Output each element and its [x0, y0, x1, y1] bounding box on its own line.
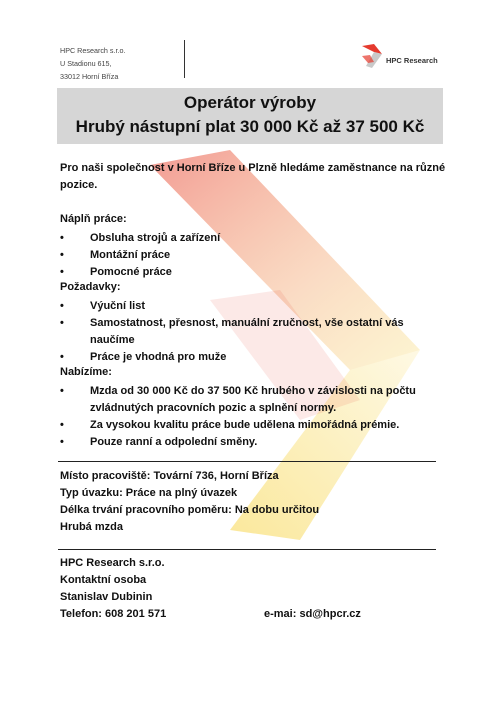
workplace-location: Místo pracoviště: Tovární 736, Horní Bříza	[60, 470, 279, 482]
bullet-icon: •	[60, 266, 64, 278]
contract-type: Typ úvazku: Práce na plný úvazek	[60, 487, 238, 499]
list-item-text: Výuční list	[90, 300, 146, 312]
list-item-text: Montážní práce	[90, 249, 171, 261]
list-item-text: Pouze ranní a odpolední směny.	[90, 436, 258, 448]
address-line: 33012 Horní Bříza	[60, 72, 119, 81]
logo-text: HPC Research	[386, 56, 438, 65]
bullet-icon: •	[60, 436, 64, 448]
list-item-text: Za vysokou kvalitu práce bude udělena mimořádná prémie.	[90, 419, 400, 431]
section-divider	[58, 549, 436, 550]
address-line: U Stadionu 615,	[60, 59, 112, 68]
bullet-icon: •	[60, 249, 64, 261]
contract-duration: Délka trvání pracovního poměru: Na dobu určitou	[60, 504, 320, 516]
list-item-text: Pomocné práce	[90, 266, 172, 278]
intro-text: Pro naši společnost v Horní Bříze u Plzně hledáme zaměstnance na různé pozice.	[60, 162, 446, 192]
contact-person-label: Kontaktní osoba	[60, 574, 147, 586]
bullet-icon: •	[60, 351, 64, 363]
bullet-icon: •	[60, 419, 64, 431]
section-divider	[58, 461, 436, 462]
header-divider	[184, 40, 185, 78]
list-item-text: Práce je vhodná pro muže	[90, 351, 227, 363]
contact-phone: Telefon: 608 201 571	[60, 608, 167, 620]
bullet-icon: •	[60, 385, 64, 397]
list-item-text: Samostatnost, přesnost, manuální zručnost, vše ostatní vás naučíme	[90, 317, 404, 347]
salary-headline: Hrubý nástupní plat 30 000 Kč až 37 500 Kč	[75, 117, 425, 136]
list-item-text: Mzda od 30 000 Kč do 37 500 Kč hrubého v závislosti na počtu zvládnutých pracovních pozic a splnění normy.	[90, 385, 416, 415]
requirements-heading: Požadavky:	[60, 281, 121, 293]
offer-heading: Nabízíme:	[60, 366, 112, 378]
bullet-icon: •	[60, 300, 64, 312]
gross-salary-label: Hrubá mzda	[60, 521, 123, 533]
contact-company: HPC Research s.r.o.	[60, 557, 165, 569]
title-band	[57, 88, 443, 144]
bullet-icon: •	[60, 317, 64, 329]
bullet-icon: •	[60, 232, 64, 244]
logo-mark-icon	[360, 42, 386, 72]
duties-heading: Náplň práce:	[60, 213, 127, 225]
list-item-text: Obsluha strojů a zařízení	[90, 232, 221, 244]
company-address	[60, 44, 126, 83]
contact-email[interactable]: e-mai: sd@hpcr.cz	[264, 608, 361, 620]
address-line: HPC Research s.r.o.	[60, 46, 126, 55]
job-title: Operátor výroby	[183, 93, 317, 112]
contact-person-name: Stanislav Dubinin	[60, 591, 153, 603]
company-logo	[360, 42, 450, 72]
